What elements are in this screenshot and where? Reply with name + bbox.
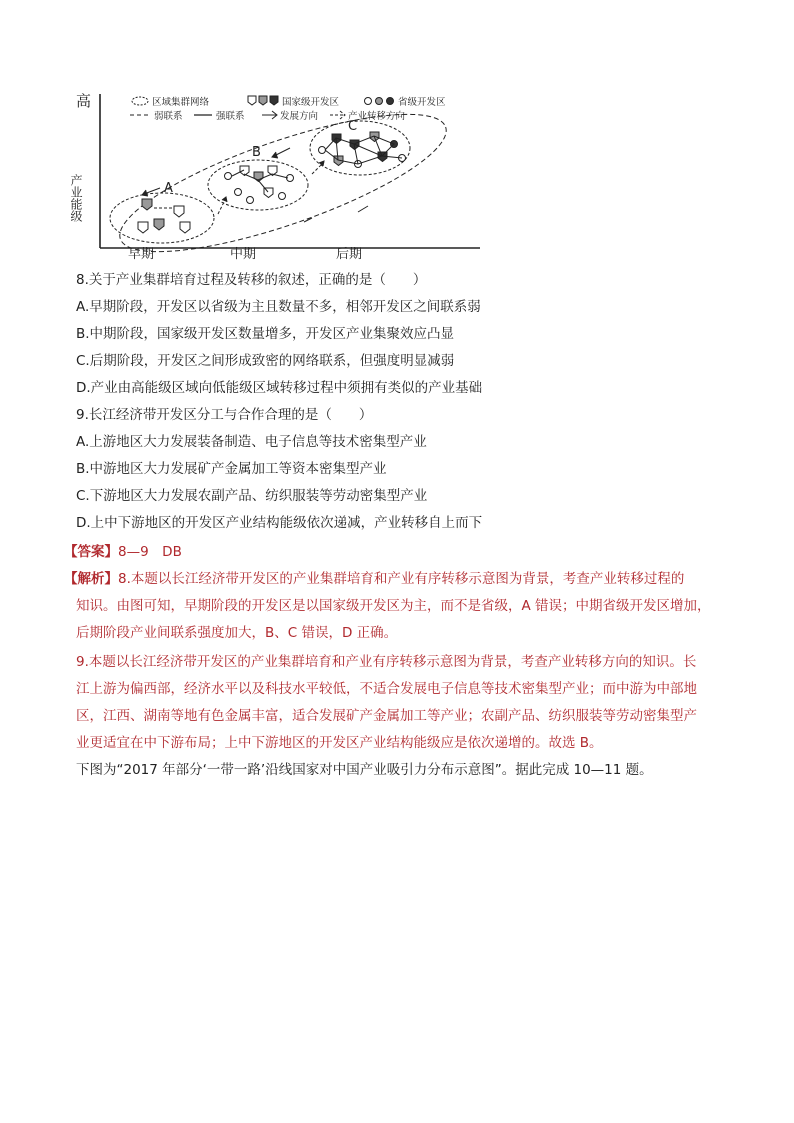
cluster-a-label: A <box>164 181 173 196</box>
cluster-b-label: B <box>252 145 261 160</box>
legend-circle-icon <box>365 98 372 105</box>
legend-circle-icon <box>387 98 394 105</box>
national-zone-icon <box>138 222 148 233</box>
analysis-tag: 【解析】 <box>64 571 118 587</box>
transfer-direction-arrow <box>358 206 368 212</box>
question-9-option-c: C.下游地区大力发展农副产品、纺织服装等劳动密集型产业 <box>76 488 428 504</box>
legend-weak-label: 弱联系 <box>154 111 183 122</box>
national-zone-icon <box>142 199 152 210</box>
question-8-option-b: B.中期阶段，国家级开发区数量增多，开发区产业集聚效应凸显 <box>76 326 455 342</box>
question-8-option-a: A.早期阶段，开发区以省级为主且数量不多，相邻开发区之间联系弱 <box>76 299 481 315</box>
cluster-a <box>110 193 214 243</box>
provincial-zone-icon <box>247 197 254 204</box>
legend-strong-label: 强联系 <box>216 111 245 122</box>
question-9-option-b: B.中游地区大力发展矿产金属加工等资本密集型产业 <box>76 461 387 477</box>
provincial-zone-icon <box>319 147 326 154</box>
industry-cluster-diagram <box>68 88 488 260</box>
legend-shield-icon <box>248 96 256 105</box>
analysis-8-line-2: 知识。由图可知，早期阶段的开发区是以国家级开发区为主，而不是省级，A 错误；中期省级开发区增加， <box>76 598 711 614</box>
analysis-8-line-1 <box>64 570 684 588</box>
x-tick-early: 早期 <box>128 247 155 260</box>
national-zone-icon <box>180 222 190 233</box>
provincial-zone-icon <box>235 189 242 196</box>
legend-shield-icon <box>259 96 267 105</box>
intro-10-11: 下图为“2017 年部分‘一带一路’沿线国家对中国产业吸引力分布示意图”。据此完成 10—11 题。 <box>76 762 653 778</box>
x-tick-middle: 中期 <box>230 247 257 260</box>
question-9-stem: 9.长江经济带开发区分工与合作合理的是（ ） <box>76 407 373 423</box>
legend-provincial-label: 省级开发区 <box>398 97 446 108</box>
question-8-stem: 8.关于产业集群培育过程及转移的叙述，正确的是（ ） <box>76 272 427 288</box>
national-zone-icon <box>154 219 164 230</box>
question-8-option-c: C.后期阶段，开发区之间形成致密的网络联系，但强度明显减弱 <box>76 353 455 369</box>
analysis-8-text-1: 8.本题以长江经济带开发区的产业集群培育和产业有序转移示意图为背景，考查产业转移过程的 <box>118 571 685 587</box>
y-axis-label: 产业能级 <box>69 174 83 222</box>
analysis-9-line-1: 9.本题以长江经济带开发区的产业集群培育和产业有序转移示意图为背景，考查产业转移方向的知识。长 <box>76 654 697 670</box>
cluster-b <box>208 160 308 210</box>
answer-text: 8—9 DB <box>118 544 182 560</box>
legend-network-label: 区域集群网络 <box>152 97 210 108</box>
question-9-option-a: A.上游地区大力发展装备制造、电子信息等技术密集型产业 <box>76 434 427 450</box>
legend-transfer-arrow-icon <box>330 111 345 119</box>
legend-circle-icon <box>376 98 383 105</box>
provincial-zone-icon <box>279 193 286 200</box>
legend-direction-arrow-icon <box>262 111 277 119</box>
analysis-8-line-3: 后期阶段产业间联系强度加大，B、C 错误，D 正确。 <box>76 625 398 641</box>
x-tick-late: 后期 <box>336 247 363 260</box>
answer-tag: 【答案】 <box>64 544 118 560</box>
provincial-zone-icon <box>225 173 232 180</box>
question-9-option-d: D.上中下游地区的开发区产业结构能级依次递减，产业转移自上而下 <box>76 515 483 531</box>
analysis-9-line-4: 业更适宜在中下游布局；上中下游地区的开发区产业结构能级应是依次递增的。故选 B。 <box>76 735 603 751</box>
cluster-c-label: C <box>348 119 358 134</box>
answer-line <box>64 543 182 561</box>
legend-shield-icon <box>270 96 278 105</box>
national-zone-icon <box>174 206 184 217</box>
analysis-9-line-2: 江上游为偏西部，经济水平以及科技水平较低，不适合发展电子信息等技术密集型产业；而中游为中部地 <box>76 681 697 697</box>
y-axis-top-label: 高 <box>76 92 92 110</box>
question-8-option-d: D.产业由高能级区域向低能级区域转移过程中须拥有类似的产业基础 <box>76 380 483 396</box>
legend-national-label: 国家级开发区 <box>282 97 340 108</box>
legend-network-icon <box>132 97 148 105</box>
legend-direction-label: 发展方向 <box>280 111 319 122</box>
analysis-9-line-3: 区，江西、湖南等地有色金属丰富，适合发展矿产金属加工等产业；农副产品、纺织服装等劳动密集型产 <box>76 708 697 724</box>
arrow-head-icon <box>222 197 227 202</box>
legend-transfer-label: 产业转移方向 <box>348 111 406 122</box>
